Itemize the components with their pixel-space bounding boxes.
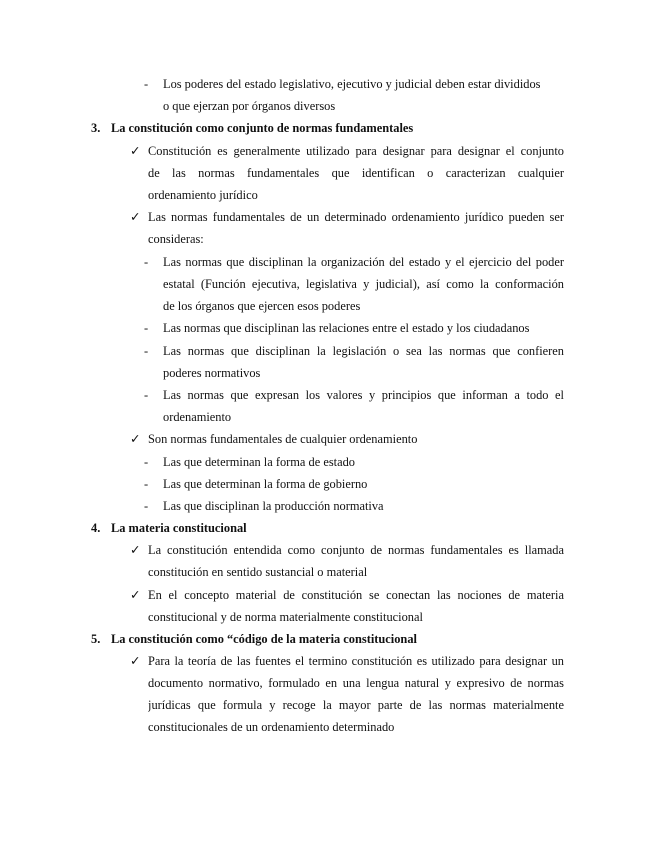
text-line: o que ejerzan por órganos diversos <box>163 99 336 113</box>
dash-marker: - <box>144 321 149 335</box>
text-line: ordenamiento jurídico <box>148 188 258 202</box>
text-line: Los poderes del estado legislativo, ejecutivo y judicial deben estar divididos <box>163 77 541 91</box>
dash-marker: - <box>144 77 149 91</box>
dash-marker: - <box>144 477 149 491</box>
text-line: Las normas que disciplinan la organización del estado y el ejercicio del poder <box>163 255 564 269</box>
text-line: constitución en sentido sustancial o material <box>148 565 368 579</box>
check-icon: ✓ <box>130 210 141 224</box>
text-line: de los órganos que ejercen esos poderes <box>163 299 361 313</box>
section-title: La constitución como conjunto de normas fundamentales <box>111 121 414 135</box>
text-line: Las que determinan la forma de gobierno <box>163 477 368 491</box>
text-line: estatal (Función ejecutiva, legislativa y judicial), así como la conformación <box>163 277 564 291</box>
section-number: 3. <box>91 121 101 135</box>
text-line: jurídicas que formula y recoge la mayor parte de las normas materialmente <box>148 698 564 712</box>
text-line: consideras: <box>148 232 204 246</box>
text-line: de las normas fundamentales que identifican o caracterizan cualquier <box>148 166 564 180</box>
check-icon: ✓ <box>130 588 141 602</box>
text-line: Las normas que expresan los valores y principios que informan a todo el <box>163 388 564 402</box>
dash-marker: - <box>144 344 149 358</box>
dash-marker: - <box>144 255 149 269</box>
text-line: constitucionales de un ordenamiento determinado <box>148 720 395 734</box>
section-number: 5. <box>91 632 101 646</box>
section-title: La materia constitucional <box>111 521 247 535</box>
text-line: Las normas fundamentales de un determinado ordenamiento jurídico pueden ser <box>148 210 564 224</box>
text-line: Las que disciplinan la producción normativa <box>163 499 384 513</box>
dash-marker: - <box>144 388 149 402</box>
check-icon: ✓ <box>130 144 141 158</box>
text-line: Son normas fundamentales de cualquier ordenamiento <box>148 432 418 446</box>
text-line: Constitución es generalmente utilizado para designar para designar el conjunto <box>148 144 564 158</box>
check-icon: ✓ <box>130 432 141 446</box>
check-icon: ✓ <box>130 654 141 668</box>
dash-marker: - <box>144 455 149 469</box>
text-line: constitucional y de norma materialmente constitucional <box>148 610 423 624</box>
text-line: documento normativo, formulado en una lengua natural y expresivo de normas <box>148 676 564 690</box>
check-icon: ✓ <box>130 543 141 557</box>
section-number: 4. <box>91 521 101 535</box>
section-title: La constitución como “código de la materia constitucional <box>111 632 417 646</box>
text-line: Las normas que disciplinan la legislación o sea las normas que confieren <box>163 344 564 358</box>
dash-marker: - <box>144 499 149 513</box>
text-line: ordenamiento <box>163 410 232 424</box>
text-line: Las que determinan la forma de estado <box>163 455 355 469</box>
text-line: En el concepto material de constitución se conectan las nociones de materia <box>148 588 564 602</box>
text-line: Para la teoría de las fuentes el termino constitución es utilizado para designar un <box>148 654 564 668</box>
text-line: La constitución entendida como conjunto de normas fundamentales es llamada <box>148 543 564 557</box>
text-line: Las normas que disciplinan las relaciones entre el estado y los ciudadanos <box>163 321 530 335</box>
text-line: poderes normativos <box>163 366 261 380</box>
